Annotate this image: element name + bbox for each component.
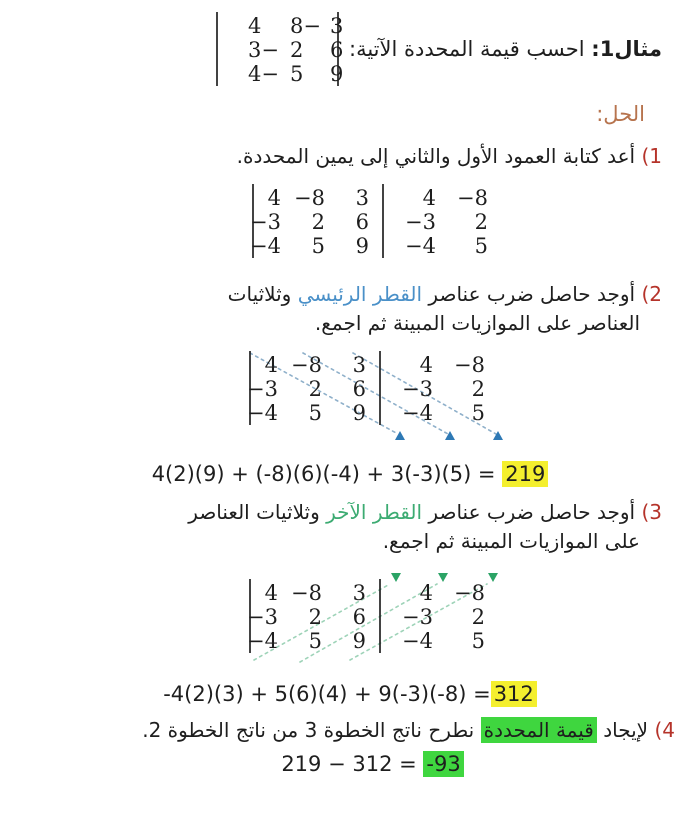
- matrix-cell: −3: [402, 604, 433, 629]
- step-2-text-post: وثلاثيات: [227, 282, 298, 307]
- matrix-cell: 2: [308, 377, 322, 402]
- matrix-cell: 9: [330, 62, 344, 86]
- step-2-line-1: [0, 280, 662, 308]
- matrix-cell: −4: [248, 62, 279, 86]
- matrix-cell: 9: [352, 401, 366, 426]
- equation-step-2: [0, 462, 700, 486]
- matrix-cell: 4: [419, 353, 433, 378]
- matrix-cell: −4: [247, 401, 278, 426]
- matrix-cell: 5: [311, 234, 325, 259]
- step-3: [0, 498, 700, 555]
- matrix-cell: 5: [308, 628, 322, 653]
- keyword-main-diagonal: القطر الرئيسي: [297, 282, 423, 307]
- step-4: [0, 716, 700, 744]
- step-number-4: 4): [648, 717, 675, 742]
- example-title: [349, 37, 662, 61]
- matrix-cell: 4: [264, 580, 278, 605]
- matrix-cell: −8: [294, 186, 325, 211]
- matrix-cell: −8: [454, 353, 485, 378]
- matrix-cell: 5: [471, 401, 485, 426]
- matrix-cell: 2: [290, 38, 304, 62]
- matrix-cell: 5: [308, 401, 322, 426]
- matrix-cell: 4: [422, 186, 436, 211]
- step-2-line-2: العناصر على الموازيات المبينة ثم اجمع.: [314, 310, 640, 335]
- matrix-cell: −4: [402, 401, 433, 426]
- matrix-cell: −8: [290, 14, 321, 38]
- matrix-cell: 6: [330, 38, 344, 62]
- matrix-cell: −8: [291, 580, 322, 605]
- solution-label: الحل:: [596, 102, 645, 126]
- matrix-cell: 3: [352, 353, 366, 378]
- example-label: مثال1:: [591, 37, 662, 61]
- step-number-3: 3): [635, 500, 662, 525]
- step-number-2: 2): [635, 282, 662, 307]
- step-1: [0, 142, 700, 170]
- matrix-cell: 5: [290, 62, 304, 86]
- matrix-cell: −8: [291, 353, 322, 378]
- matrix-cell: −8: [457, 186, 488, 211]
- matrix-cell: 4: [248, 14, 262, 38]
- step-1-matrix-wrap: [243, 178, 700, 268]
- step-3-line-2: على الموازيات المبينة ثم اجمع.: [382, 528, 640, 553]
- step-3-text-pre: أوجد حاصل ضرب عناصر: [422, 500, 636, 525]
- matrix-cell: −3: [250, 210, 281, 235]
- matrix-cell: 2: [474, 210, 488, 235]
- matrix-cell: −3: [405, 210, 436, 235]
- equation-step-3-expression: -4(2)(3) + 5(6)(4) + 9(-3)(-8) =: [163, 681, 491, 706]
- matrix-cell: 3: [355, 186, 369, 211]
- matrix-cell: 3: [330, 14, 344, 38]
- example-prompt: احسب قيمة المحددة الآتية:: [349, 37, 592, 61]
- matrix-cell: 3: [352, 580, 366, 605]
- matrix-cell: −4: [250, 234, 281, 259]
- matrix-cell: 2: [471, 377, 485, 402]
- matrix-cell: 6: [352, 377, 366, 402]
- final-equation-expression: 219 − 312 =: [281, 752, 424, 777]
- matrix-cell: −3: [247, 377, 278, 402]
- final-equation: [0, 752, 700, 776]
- step-3-matrix-wrap: [240, 565, 700, 670]
- matrix-cell: 9: [355, 234, 369, 259]
- equation-step-2-expression: 4(2)(9) + (-8)(6)(-4) + 3(-3)(5) =: [151, 462, 503, 487]
- step-3-text-post: وثلاثيات العناصر: [188, 500, 327, 525]
- determinant-value-highlight: قيمة المحددة: [481, 717, 597, 743]
- matrix-cell: 4: [264, 353, 278, 378]
- matrix-cell: 6: [352, 604, 366, 629]
- matrix-cell: 2: [471, 604, 485, 629]
- matrix-cell: 9: [352, 628, 366, 653]
- matrix-cell: 5: [471, 628, 485, 653]
- matrix-with-main-diagonal-arrows: [240, 345, 530, 450]
- extended-determinant-matrix: [243, 178, 533, 268]
- matrix-cell: −3: [248, 38, 279, 62]
- step-1-text: أعد كتابة العمود الأول والثاني إلى يمين المحددة.: [236, 144, 636, 168]
- matrix-cell: −3: [247, 604, 278, 629]
- final-result-highlight: -93: [423, 751, 463, 777]
- matrix-cell: −8: [454, 580, 485, 605]
- matrix-with-other-diagonal-arrows: [240, 565, 530, 670]
- step-number-1: 1): [635, 144, 662, 168]
- matrix-cell: 6: [355, 210, 369, 235]
- step-4-text-post: نطرح ناتج الخطوة 3 من ناتج الخطوة 2.: [142, 717, 481, 742]
- step-4-text-pre: لإيجاد: [596, 717, 649, 742]
- equation-step-3: [0, 682, 700, 706]
- matrix-cell: 2: [311, 210, 325, 235]
- step-2-matrix-wrap: [240, 345, 700, 450]
- matrix-cell: −4: [402, 628, 433, 653]
- matrix-cell: 5: [474, 234, 488, 259]
- keyword-other-diagonal: القطر الآخر: [326, 500, 423, 525]
- matrix-cell: −4: [247, 628, 278, 653]
- example-header: [0, 0, 700, 92]
- equation-step-2-result: 219: [502, 461, 548, 487]
- equation-step-3-result: 312: [491, 681, 537, 707]
- step-3-line-1: [0, 498, 662, 526]
- matrix-cell: 2: [308, 604, 322, 629]
- matrix-cell: −3: [402, 377, 433, 402]
- matrix-cell: 4: [419, 580, 433, 605]
- matrix-cell: −4: [405, 234, 436, 259]
- matrix-cell: 4: [267, 186, 281, 211]
- step-2-text-pre: أوجد حاصل ضرب عناصر: [422, 282, 636, 307]
- step-2: [0, 280, 700, 337]
- determinant-matrix: [212, 6, 347, 92]
